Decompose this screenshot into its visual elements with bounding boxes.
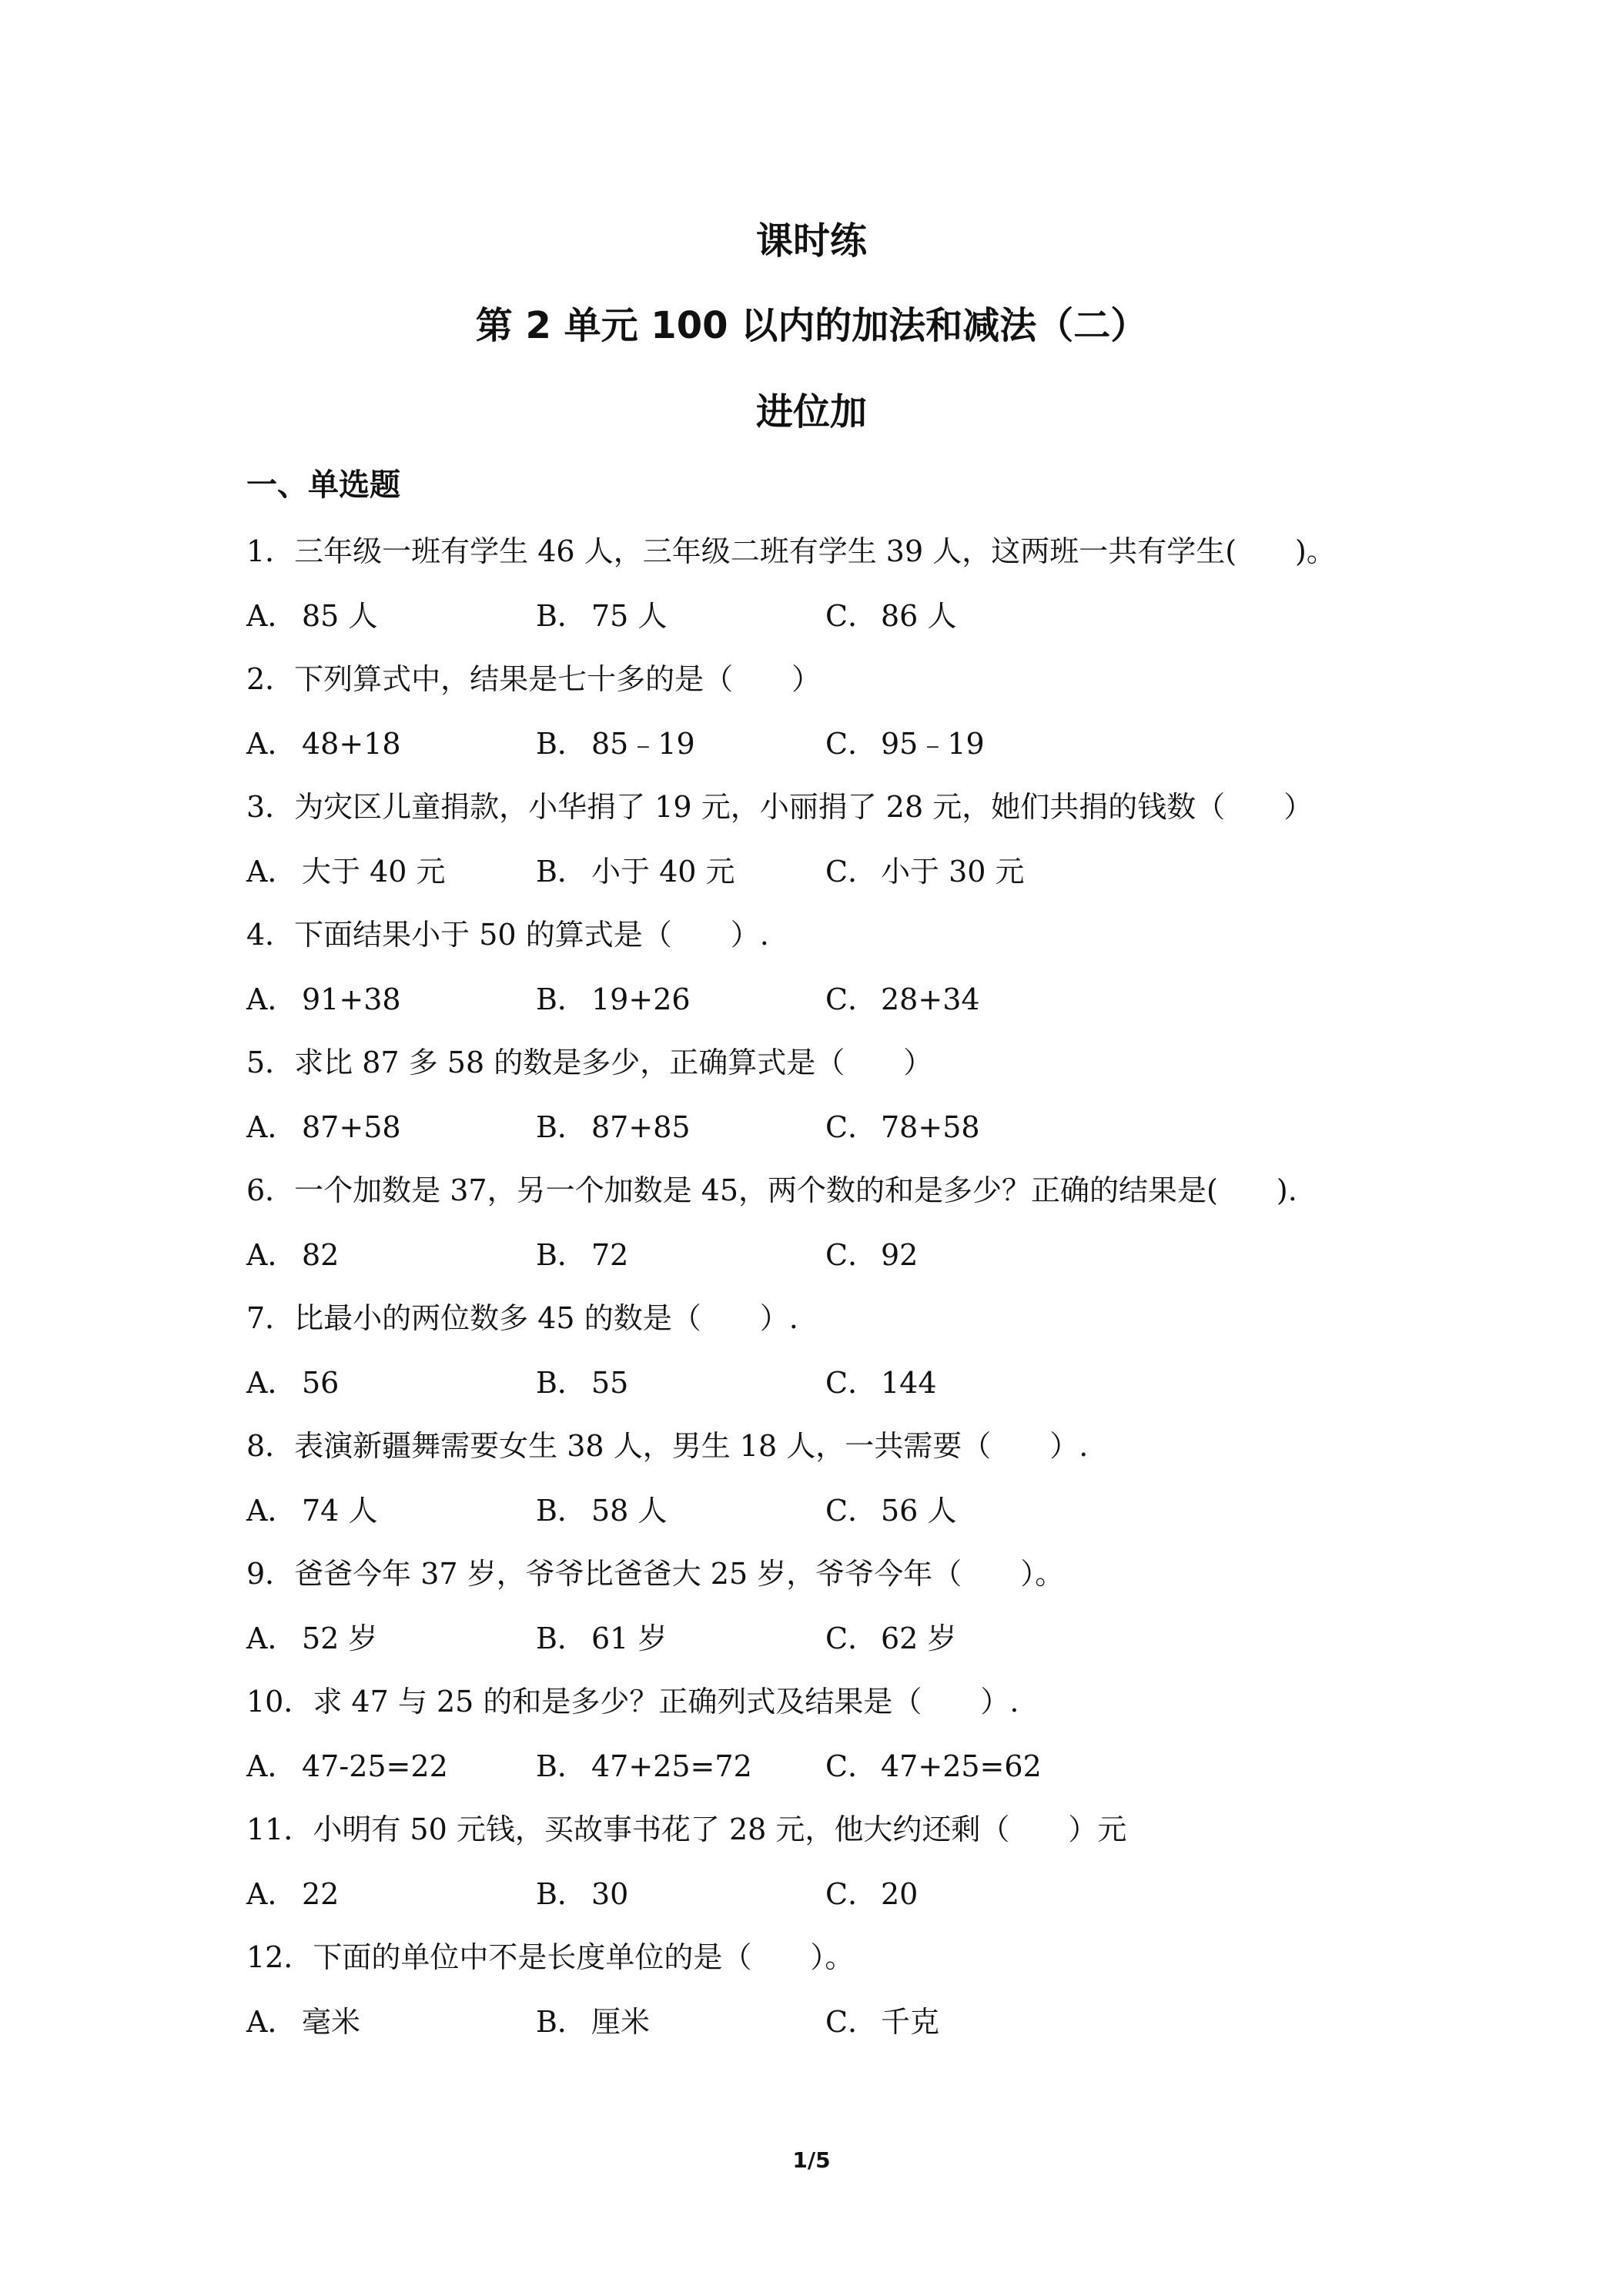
option-text: 千克 xyxy=(881,2005,940,2039)
question-stem: 6．一个加数是 37，另一个加数是 45，两个数的和是多少？正确的结果是( ). xyxy=(246,1173,1297,1207)
answer-options xyxy=(246,1999,1401,2062)
answer-options xyxy=(246,1232,1401,1295)
option-letter: B． xyxy=(536,599,587,633)
question-list xyxy=(246,528,1401,2062)
unit-title: 第 2 单元 100 以内的加法和减法（二） xyxy=(475,304,1148,347)
option-letter: A． xyxy=(246,727,297,761)
option-text: 58 人 xyxy=(591,1494,668,1528)
answer-option xyxy=(246,1743,536,1806)
option-text: 62 岁 xyxy=(881,1622,957,1655)
option-letter: A． xyxy=(246,1749,297,1783)
option-letter: B． xyxy=(536,1877,587,1911)
option-letter: A． xyxy=(246,982,297,1016)
option-letter: A． xyxy=(246,1494,297,1528)
option-letter: A． xyxy=(246,855,297,889)
option-letter: C． xyxy=(825,1110,878,1144)
option-letter: C． xyxy=(825,982,878,1016)
question-stem: 12．下面的单位中不是长度单位的是（ ）。 xyxy=(246,1940,855,1974)
question-stem: 3．为灾区儿童捐款，小华捐了 19 元，小丽捐了 28 元，她们共捐的钱数（ ） xyxy=(246,790,1313,824)
option-letter: A． xyxy=(246,2005,297,2039)
answer-options xyxy=(246,1104,1401,1167)
answer-option xyxy=(246,721,536,784)
option-letter: A． xyxy=(246,1877,297,1911)
option-text: 19+26 xyxy=(591,982,691,1016)
answer-option xyxy=(246,1232,536,1295)
answer-option xyxy=(825,721,1115,784)
answer-option xyxy=(825,1615,1115,1678)
option-letter: B． xyxy=(536,1366,587,1400)
answer-option xyxy=(536,976,825,1039)
answer-option xyxy=(825,1999,1115,2062)
question-item xyxy=(246,1551,1401,1678)
answer-option xyxy=(246,976,536,1039)
option-letter: B． xyxy=(536,855,587,889)
option-text: 95﹣19 xyxy=(881,727,985,761)
question-item xyxy=(246,1167,1401,1295)
option-text: 55 xyxy=(591,1366,629,1400)
answer-option xyxy=(536,1488,825,1551)
option-text: 85 人 xyxy=(302,599,378,633)
answer-option xyxy=(825,1104,1115,1167)
question-stem: 1．三年级一班有学生 46 人，三年级二班有学生 39 人，这两班一共有学生( )。 xyxy=(246,534,1336,568)
option-letter: C． xyxy=(825,1749,878,1783)
option-letter: C． xyxy=(825,599,878,633)
answer-option xyxy=(246,1999,536,2062)
question-item xyxy=(246,1423,1401,1551)
option-letter: B． xyxy=(536,1622,587,1655)
option-text: 22 xyxy=(302,1877,340,1911)
option-text: 85﹣19 xyxy=(591,727,695,761)
question-item xyxy=(246,1934,1401,2062)
option-text: 47-25=22 xyxy=(302,1749,448,1783)
option-letter: C． xyxy=(825,855,878,889)
option-letter: C． xyxy=(825,1238,878,1272)
answer-option xyxy=(246,1871,536,1934)
question-stem: 5．求比 87 多 58 的数是多少，正确算式是（ ） xyxy=(246,1046,933,1079)
question-item xyxy=(246,1295,1401,1423)
answer-option xyxy=(825,976,1115,1039)
option-text: 56 xyxy=(302,1366,340,1400)
answer-options xyxy=(246,976,1401,1039)
option-letter: A． xyxy=(246,1366,297,1400)
option-text: 小于 30 元 xyxy=(881,855,1025,889)
option-text: 20 xyxy=(881,1877,919,1911)
answer-option xyxy=(536,1360,825,1423)
option-text: 87+85 xyxy=(591,1110,691,1144)
option-text: 78+58 xyxy=(881,1110,980,1144)
option-text: 72 xyxy=(591,1238,629,1272)
option-letter: B． xyxy=(536,2005,587,2039)
option-text: 82 xyxy=(302,1238,340,1272)
answer-option xyxy=(825,593,1115,656)
answer-options xyxy=(246,848,1401,912)
answer-option xyxy=(246,1615,536,1678)
answer-options xyxy=(246,1615,1401,1678)
answer-option xyxy=(536,1871,825,1934)
option-letter: A． xyxy=(246,1238,297,1272)
option-letter: B． xyxy=(536,982,587,1016)
answer-option xyxy=(536,593,825,656)
answer-option xyxy=(246,848,536,912)
answer-options xyxy=(246,1743,1401,1806)
answer-option xyxy=(825,848,1115,912)
answer-option xyxy=(536,1232,825,1295)
question-item xyxy=(246,1806,1401,1934)
option-text: 大于 40 元 xyxy=(302,855,446,889)
option-text: 毫米 xyxy=(302,2005,361,2039)
answer-options xyxy=(246,1360,1401,1423)
question-item xyxy=(246,656,1401,784)
answer-option xyxy=(246,1488,536,1551)
option-letter: B． xyxy=(536,727,587,761)
answer-options xyxy=(246,593,1401,656)
question-stem: 11．小明有 50 元钱，买故事书花了 28 元，他大约还剩（ ）元 xyxy=(246,1812,1127,1846)
option-text: 74 人 xyxy=(302,1494,378,1528)
option-letter: C． xyxy=(825,1622,878,1655)
option-text: 92 xyxy=(881,1238,919,1272)
option-text: 47+25=62 xyxy=(881,1749,1042,1783)
question-item xyxy=(246,528,1401,656)
option-letter: B． xyxy=(536,1238,587,1272)
option-text: 小于 40 元 xyxy=(591,855,735,889)
answer-options xyxy=(246,1488,1401,1551)
page-number: 1/5 xyxy=(792,2147,831,2173)
question-item xyxy=(246,912,1401,1039)
option-text: 86 人 xyxy=(881,599,957,633)
answer-option xyxy=(825,1360,1115,1423)
answer-options xyxy=(246,721,1401,784)
question-item xyxy=(246,1678,1401,1806)
lesson-title: 进位加 xyxy=(755,390,867,433)
option-text: 30 xyxy=(591,1877,629,1911)
answer-options xyxy=(246,1871,1401,1934)
page-title: 课时练 xyxy=(755,219,867,263)
option-text: 144 xyxy=(881,1366,937,1400)
answer-option xyxy=(825,1232,1115,1295)
option-text: 75 人 xyxy=(591,599,668,633)
option-text: 47+25=72 xyxy=(591,1749,752,1783)
option-letter: B． xyxy=(536,1110,587,1144)
answer-option xyxy=(536,1615,825,1678)
option-letter: B． xyxy=(536,1494,587,1528)
option-letter: A． xyxy=(246,1622,297,1655)
answer-option xyxy=(536,1999,825,2062)
option-text: 56 人 xyxy=(881,1494,957,1528)
option-text: 61 岁 xyxy=(591,1622,668,1655)
answer-option xyxy=(536,848,825,912)
option-letter: A． xyxy=(246,599,297,633)
question-stem: 7．比最小的两位数多 45 的数是（ ）. xyxy=(246,1301,798,1335)
option-letter: A． xyxy=(246,1110,297,1144)
answer-option xyxy=(536,1104,825,1167)
option-text: 28+34 xyxy=(881,982,980,1016)
answer-option xyxy=(825,1488,1115,1551)
question-stem: 9．爸爸今年 37 岁，爷爷比爸爸大 25 岁，爷爷今年（ ）。 xyxy=(246,1557,1065,1591)
answer-option xyxy=(825,1871,1115,1934)
option-letter: C． xyxy=(825,1366,878,1400)
question-stem: 8．表演新疆舞需要女生 38 人，男生 18 人，一共需要（ ）. xyxy=(246,1429,1089,1463)
option-letter: C． xyxy=(825,727,878,761)
answer-option xyxy=(536,1743,825,1806)
question-item xyxy=(246,784,1401,912)
answer-option xyxy=(246,593,536,656)
question-stem: 2．下列算式中，结果是七十多的是（ ） xyxy=(246,662,822,696)
answer-option xyxy=(246,1104,536,1167)
answer-option xyxy=(536,721,825,784)
option-text: 91+38 xyxy=(302,982,401,1016)
option-letter: C． xyxy=(825,1877,878,1911)
section-heading: 一、单选题 xyxy=(246,467,400,503)
question-stem: 10．求 47 与 25 的和是多少？正确列式及结果是（ ）. xyxy=(246,1685,1019,1719)
option-letter: B． xyxy=(536,1749,587,1783)
option-text: 87+58 xyxy=(302,1110,401,1144)
question-stem: 4．下面结果小于 50 的算式是（ ）. xyxy=(246,918,769,952)
option-letter: C． xyxy=(825,1494,878,1528)
option-text: 厘米 xyxy=(591,2005,651,2039)
question-item xyxy=(246,1039,1401,1167)
option-text: 52 岁 xyxy=(302,1622,378,1655)
option-text: 48+18 xyxy=(302,727,401,761)
answer-option xyxy=(246,1360,536,1423)
answer-option xyxy=(825,1743,1115,1806)
option-letter: C． xyxy=(825,2005,878,2039)
